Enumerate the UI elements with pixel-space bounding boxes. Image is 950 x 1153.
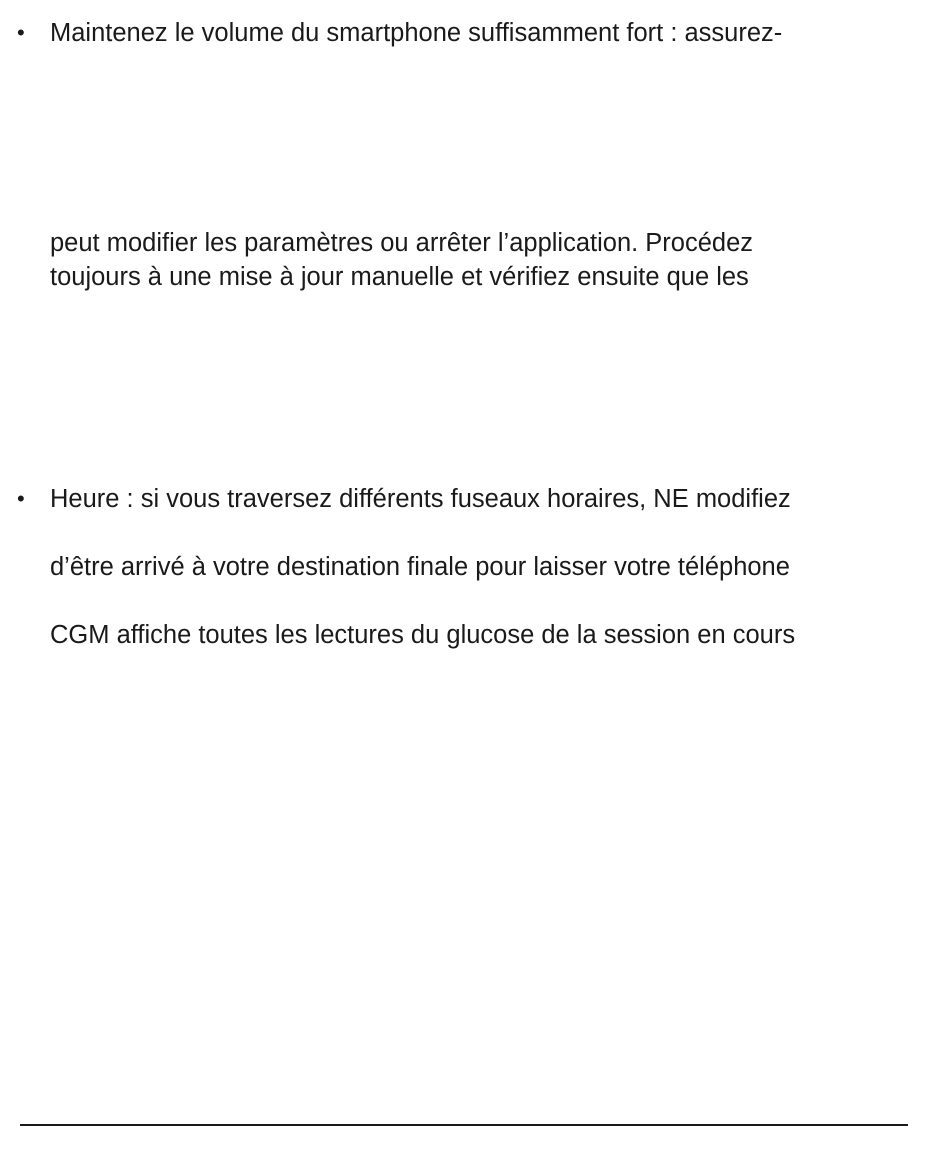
bullet-marker: • xyxy=(17,20,25,45)
text-line: peut modifier les paramètres ou arrêter l’application. Procédez xyxy=(50,229,754,257)
footer-rule xyxy=(20,1124,908,1126)
text-line: Heure : si vous traversez différents fuseaux horaires, NE modifiez xyxy=(50,485,791,513)
text-line: d’être arrivé à votre destination finale pour laisser votre téléphone xyxy=(50,553,790,581)
text-line: CGM affiche toutes les lectures du glucose de la session en cours xyxy=(50,621,796,649)
bullet-marker: • xyxy=(17,486,25,511)
text-line: toujours à une mise à jour manuelle et vérifiez ensuite que les xyxy=(50,263,749,291)
text-line: Maintenez le volume du smartphone suffisamment fort : assurez- xyxy=(50,19,783,47)
